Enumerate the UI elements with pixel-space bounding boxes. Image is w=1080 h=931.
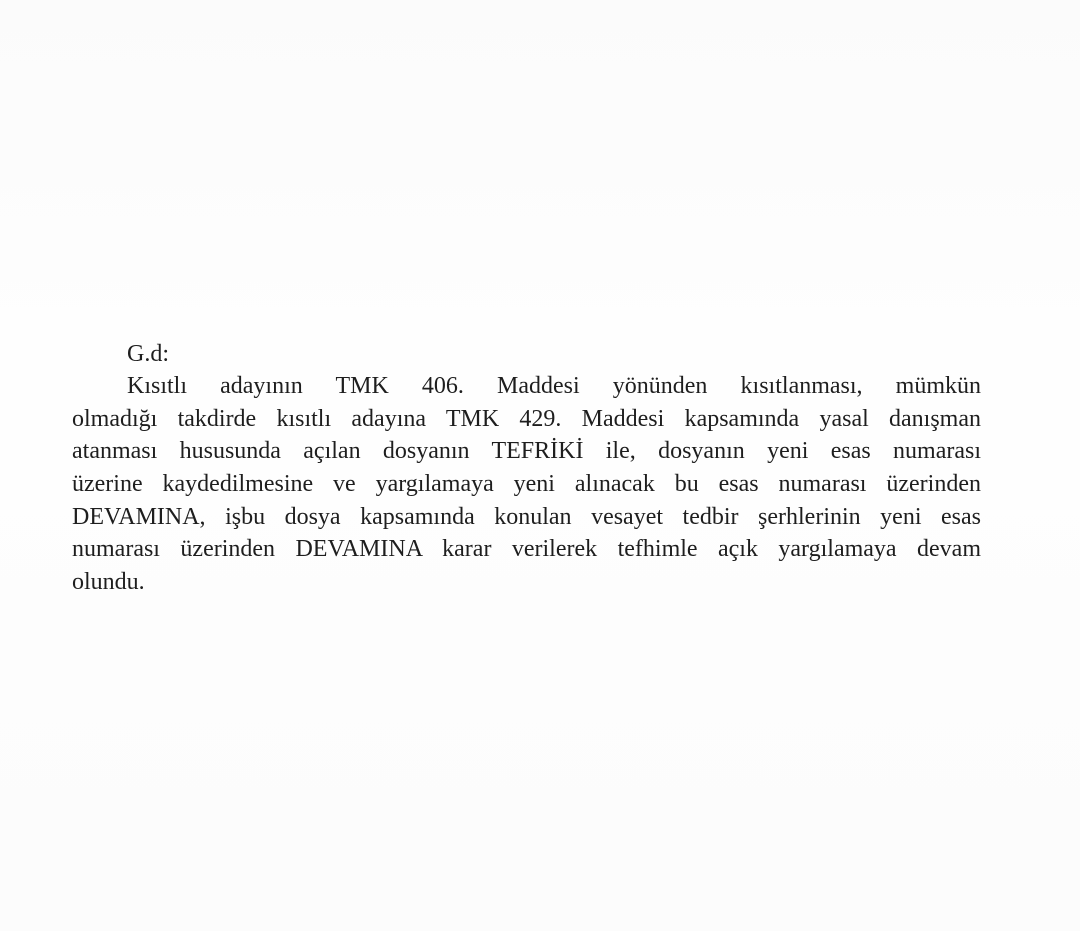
paragraph-line: olmadığı takdirde kısıtlı adayına TMK 429. Maddesi kapsamında yasal danışman: [72, 405, 981, 432]
paragraph-line: üzerine kaydedilmesine ve yargılamaya yeni alınacak bu esas numarası üzerinden: [72, 471, 981, 498]
paragraph-line: Kısıtlı adayının TMK 406. Maddesi yönünden kısıtlanması, mümkün: [127, 373, 981, 399]
paragraph-line: olundu.: [72, 569, 145, 596]
paragraph: [72, 371, 981, 600]
paragraph-line: DEVAMINA, işbu dosya kapsamında konulan vesayet tedbir şerhlerinin yeni esas: [72, 503, 981, 530]
paragraph-line: numarası üzerinden DEVAMINA karar verilerek tefhimle açık yargılamaya devam: [72, 536, 981, 563]
section-heading: G.d:: [127, 341, 169, 367]
paragraph-line: atanması hususunda açılan dosyanın TEFRİKİ ile, dosyanın yeni esas numarası: [72, 438, 981, 465]
